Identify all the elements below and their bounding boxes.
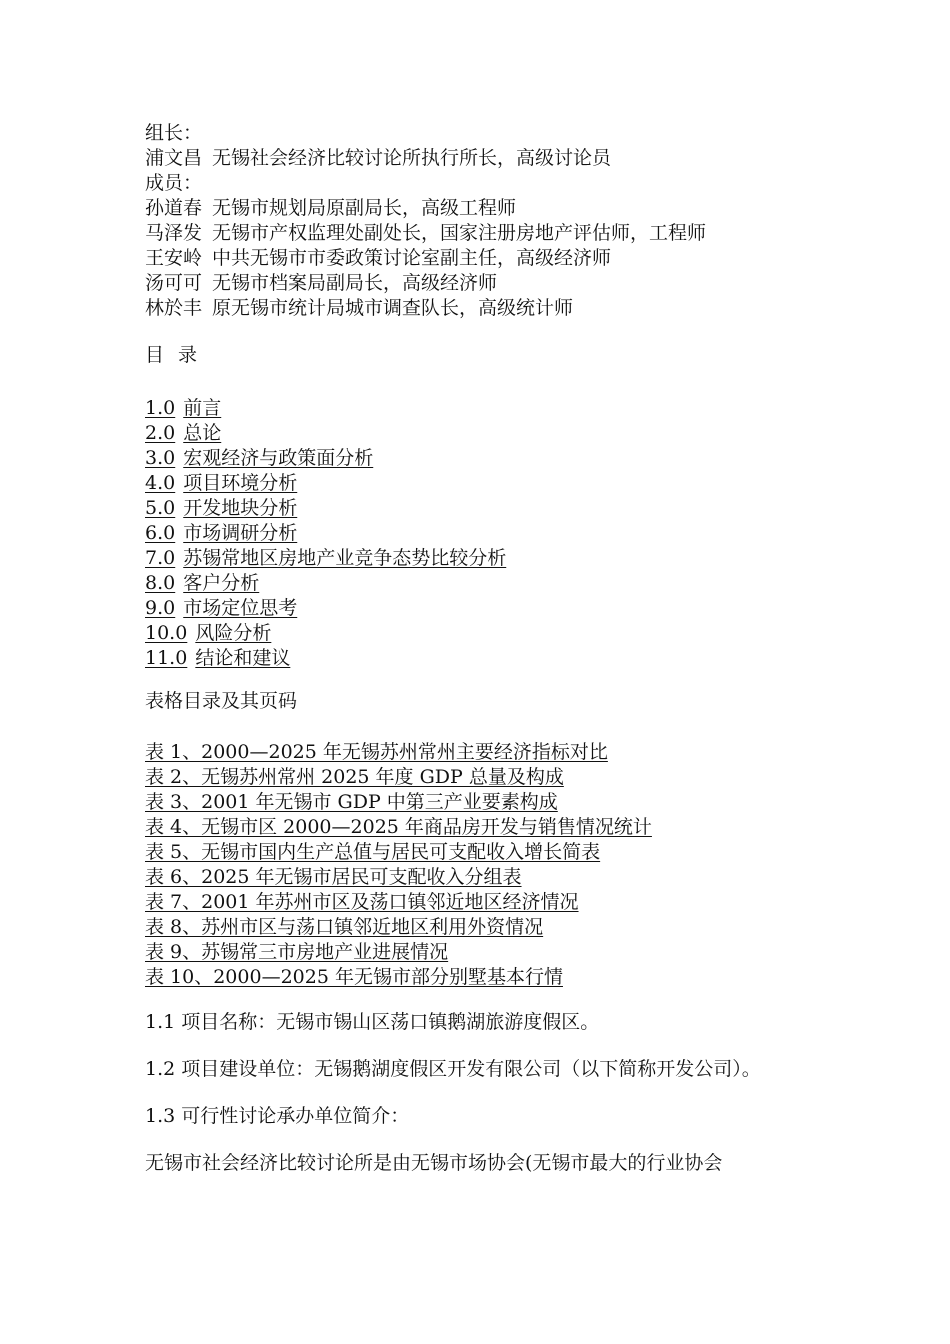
table-index-link[interactable]: 表 4、无锡市区 2000—2025 年商品房开发与销售情况统计: [145, 816, 652, 838]
toc-link[interactable]: [145, 597, 297, 619]
members-list: [145, 196, 835, 321]
toc-label: 苏锡常地区房地产业竞争态势比较分析: [183, 547, 507, 569]
member-title: 无锡社会经济比较讨论所执行所长，高级讨论员: [212, 147, 612, 169]
member-title: 无锡市规划局原副局长，高级工程师: [212, 197, 517, 219]
toc-number: 4.0: [145, 472, 176, 494]
paragraph-developer: 1.2 项目建设单位：无锡鹅湖度假区开发有限公司（以下简称开发公司）。: [145, 1058, 761, 1080]
member-name: 王安岭: [145, 247, 203, 269]
table-index-link[interactable]: 表 3、2001 年无锡市 GDP 中第三产业要素构成: [145, 791, 558, 813]
team-member: [145, 196, 835, 221]
table-index-link[interactable]: 表 8、苏州市区与荡口镇邻近地区利用外资情况: [145, 916, 544, 938]
paragraph-agency-intro: 无锡市社会经济比较讨论所是由无锡市场协会(无锡市最大的行业协会: [145, 1152, 723, 1174]
leader-heading: 组长：: [145, 122, 203, 144]
toc-link[interactable]: [145, 472, 297, 494]
toc-link[interactable]: [145, 622, 271, 644]
toc-link[interactable]: [145, 572, 259, 594]
toc-number: 7.0: [145, 547, 176, 569]
table-index-link[interactable]: 表 5、无锡市国内生产总值与居民可支配收入增长简表: [145, 841, 601, 863]
toc-link[interactable]: [145, 547, 506, 569]
toc-number: 10.0: [145, 622, 188, 644]
table-index-link[interactable]: 表 7、2001 年苏州市区及荡口镇邻近地区经济情况: [145, 891, 579, 913]
toc-title-part: 目: [145, 344, 165, 366]
table-index-link[interactable]: 表 2、无锡苏州常州 2025 年度 GDP 总量及构成: [145, 766, 564, 788]
table-index-link[interactable]: 表 10、2000—2025 年无锡市部分别墅基本行情: [145, 966, 563, 988]
table-index-link[interactable]: 表 6、2025 年无锡市居民可支配收入分组表: [145, 866, 522, 888]
toc-number: 5.0: [145, 497, 176, 519]
toc-label: 结论和建议: [195, 647, 291, 669]
toc-label: 客户分析: [183, 572, 260, 594]
toc-number: 11.0: [145, 647, 188, 669]
toc-label: 宏观经济与政策面分析: [183, 447, 374, 469]
toc-link[interactable]: [145, 497, 297, 519]
toc-label: 开发地块分析: [183, 497, 298, 519]
team-member: [145, 221, 835, 246]
toc-label: 前言: [183, 397, 222, 419]
team-member: [145, 296, 835, 321]
toc-number: 2.0: [145, 422, 176, 444]
member-title: 中共无锡市市委政策讨论室副主任，高级经济师: [212, 247, 612, 269]
toc-label: 市场定位思考: [183, 597, 298, 619]
paragraph-project-name: 1.1 项目名称：无锡市锡山区荡口镇鹅湖旅游度假区。: [145, 1011, 600, 1033]
member-name: 汤可可: [145, 272, 203, 294]
toc-link[interactable]: [145, 647, 290, 669]
toc-title: [145, 343, 835, 368]
member-name: 林於丰: [145, 297, 203, 319]
member-title: 无锡市产权监理处副处长，国家注册房地产评估师，工程师: [212, 222, 707, 244]
member-name: 浦文昌: [145, 147, 203, 169]
member-title: 无锡市档案局副局长，高级经济师: [212, 272, 498, 294]
paragraph-agency-heading: 1.3 可行性讨论承办单位简介：: [145, 1105, 410, 1127]
toc-number: 8.0: [145, 572, 176, 594]
toc-label: 项目环境分析: [183, 472, 298, 494]
toc-label: 风险分析: [195, 622, 272, 644]
toc-title-part: 录: [178, 344, 198, 366]
toc-list: [145, 396, 835, 671]
toc-number: 1.0: [145, 397, 176, 419]
table-index-link[interactable]: 表 1、2000—2025 年无锡苏州常州主要经济指标对比: [145, 741, 608, 763]
team-leader: [145, 146, 835, 171]
toc-number: 6.0: [145, 522, 176, 544]
toc-label: 市场调研分析: [183, 522, 298, 544]
document-page: [145, 121, 835, 1176]
toc-link[interactable]: [145, 522, 297, 544]
team-member: [145, 246, 835, 271]
team-member: [145, 271, 835, 296]
members-heading: 成员：: [145, 172, 203, 194]
toc-link[interactable]: [145, 447, 373, 469]
member-name: 孙道春: [145, 197, 203, 219]
table-index-list: [145, 740, 835, 990]
toc-label: 总论: [183, 422, 222, 444]
table-index-title: 表格目录及其页码: [145, 690, 298, 712]
member-name: 马泽发: [145, 222, 203, 244]
toc-link[interactable]: [145, 397, 221, 419]
table-index-link[interactable]: 表 9、苏锡常三市房地产业进展情况: [145, 941, 449, 963]
toc-link[interactable]: [145, 422, 221, 444]
toc-number: 9.0: [145, 597, 176, 619]
toc-number: 3.0: [145, 447, 176, 469]
member-title: 原无锡市统计局城市调查队长，高级统计师: [212, 297, 574, 319]
